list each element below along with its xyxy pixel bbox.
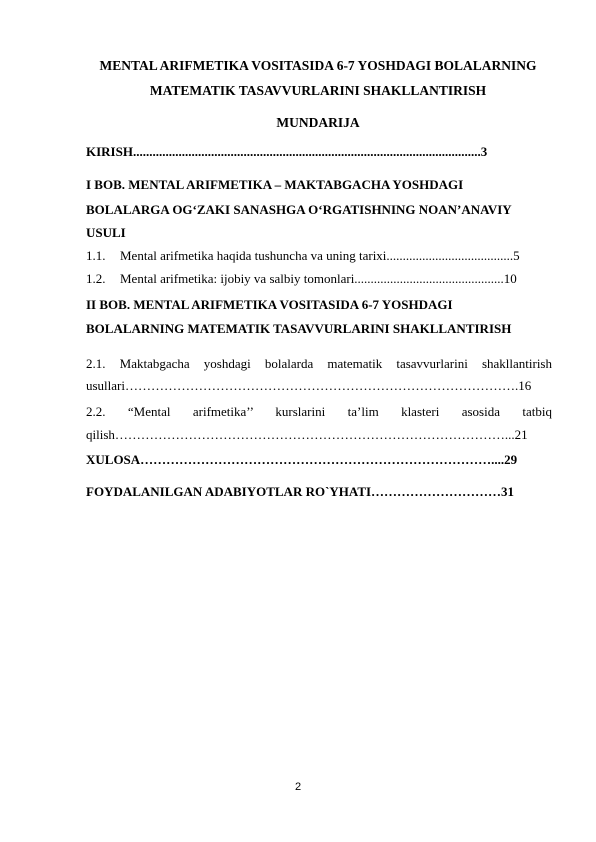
toc-entry-xulosa[interactable]: XULOSA………………………………………………………………………....29 (86, 452, 518, 467)
section-number: 1.1. (86, 248, 106, 263)
section-number: 1.2. (86, 271, 106, 286)
toc-chapter-1-line-3[interactable]: USULI (86, 225, 126, 240)
section-title: Mental arifmetika haqida tushuncha va uning tarixi.......................................5 (120, 248, 520, 263)
toc-entry-kirish[interactable]: KIRISH...........................................................................................................3 (86, 144, 488, 159)
toc-section-2-2-line-2[interactable]: qilish………………………………………………………………………………...21 (86, 427, 528, 442)
toc-chapter-2-line-1[interactable]: II BOB. MENTAL ARIFMETIKA VOSITASIDA 6-7 YOSHDAGI (86, 297, 453, 312)
title-line-1: MENTAL ARIFMETIKA VOSITASIDA 6-7 YOSHDAGI BOLALARNING (99, 58, 537, 73)
toc-section-1-2[interactable] (86, 271, 552, 287)
toc-section-2-1-line-1[interactable]: 2.1. Maktabgacha yoshdagi bolalarda matematik tasavvurlarini shakllantirish (86, 356, 552, 371)
toc-chapter-1-line-2[interactable]: BOLALARGA OG‘ZAKI SANASHGA O‘RGATISHNING NOAN’ANAVIY (86, 202, 512, 217)
toc-heading: MUNDARIJA (276, 115, 360, 130)
section-title: Mental arifmetika: ijobiy va salbiy tomonlari..............................................10 (120, 271, 517, 286)
toc-section-2-2-line-1[interactable]: 2.2. “Mental arifmetika’’ kurslarini ta’lim klasteri asosida tatbiq (86, 404, 552, 419)
toc-entry-bibliography[interactable]: FOYDALANILGAN ADABIYOTLAR RO`YHATI…………………………31 (86, 484, 515, 499)
toc-chapter-2-line-2[interactable]: BOLALARNING MATEMATIK TASAVVURLARINI SHAKLLANTIRISH (86, 321, 512, 336)
page-number: 2 (294, 781, 302, 793)
toc-section-2-1-line-2[interactable]: usullari……………………………………………………………………………….16 (86, 378, 532, 393)
toc-chapter-1-line-1[interactable]: I BOB. MENTAL ARIFMETIKA – MAKTABGACHA YOSHDAGI (86, 177, 464, 192)
title-line-2: MATEMATIK TASAVVURLARINI SHAKLLANTIRISH (149, 83, 487, 98)
toc-section-1-1[interactable] (86, 248, 552, 264)
